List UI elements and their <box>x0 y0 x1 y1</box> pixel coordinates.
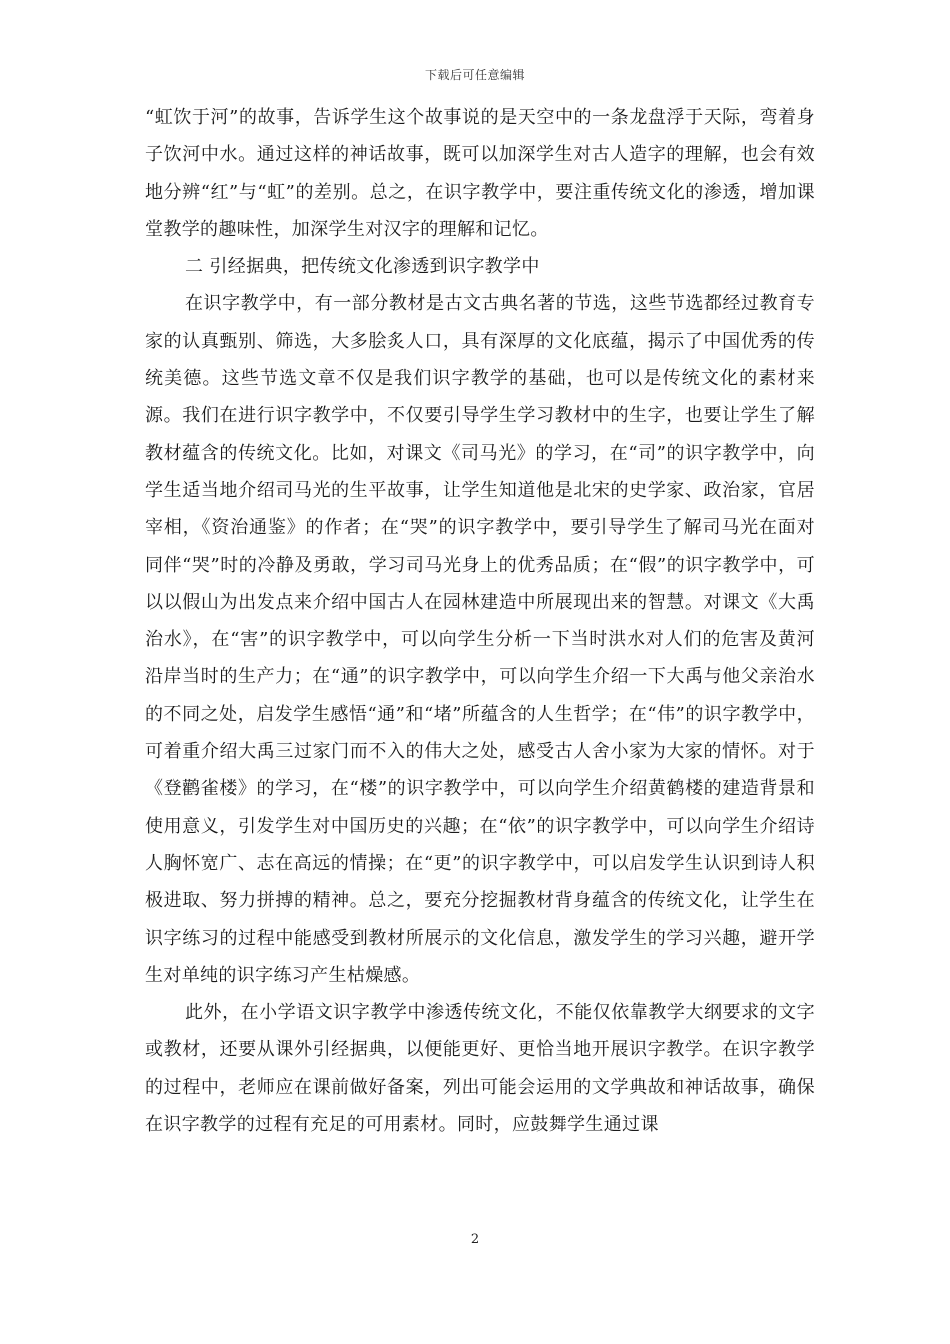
document-body <box>145 99 815 1143</box>
paragraph-extracurricular-sources: 此外，在小学语文识字教学中渗透传统文化，不能仅依靠教学大纲要求的文字或教材，还要从课外引经据典，以便能更好、更恰当地开展识字教学。在识字教学的过程中，老师应在课前做好备案，列出可能会运用的文学典故和神话故事，确保在识字教学的过程有充足的可用素材。同时，应鼓舞学生通过课 <box>145 1002 815 1136</box>
paragraph-continued-story: “虹饮于河”的故事，告诉学生这个故事说的是天空中的一条龙盘浮于天际，弯着身子饮河中水。通过这样的神话故事，既可以加深学生对古人造字的理解，也会有效地分辨“红”与“虹”的差别。总之，在识字教学中，要注重传统文化的渗透，增加课堂教学的趣味性，加深学生对汉字的理解和记忆。 <box>145 107 815 240</box>
page-header: 下载后可任意编辑 <box>424 68 525 82</box>
paragraph-classics-in-literacy: 在识字教学中，有一部分教材是古文古典名著的节选，这些节选都经过教育专家的认真甄别、筛选，大多脍炙人口，具有深厚的文化底蕴，揭示了中国优秀的传统美德。这些节选文章不仅是我们识字教学的基础，也可以是传统文化的素材来源。我们在进行识字教学中，不仅要引导学生学习教材中的生字，也要让学生了解教材蕴含的传统文化。比如，对课文《司马光》的学习，在“司”的识字教学中，向学生适当地介绍司马光的生平故事，让学生知道他是北宋的史学家、政治家，官居宰相，《资治通鉴》的作者；在“哭”的识字教学中，要引导学生了解司马光在面对同伴“哭”时的冷静及勇敢，学习司马光身上的优秀品质；在“假”的识字教学中，可以以假山为出发点来介绍中国古人在园林建造中所展现出来的智慧。对课文《大禹治水》，在“害”的识字教学中，可以向学生分析一下当时洪水对人们的危害及黄河沿岸当时的生产力；在“通”的识字教学中，可以向学生介绍一下大禹与他父亲治水的不同之处，启发学生感悟“通”和“堵”所蕴含的人生哲学；在“伟”的识字教学中，可着重介绍大禹三过家门而不入的伟大之处，感受古人舍小家为大家的情怀。对于《登鹳雀楼》的学习，在“楼”的识字教学中，可以向学生介绍黄鹤楼的建造背景和使用意义，引发学生对中国历史的兴趣；在“依”的识字教学中，可以向学生介绍诗人胸怀宽广、志在高远的情操；在“更”的识字教学中，可以启发学生认识到诗人积极进取、努力拼搏的精神。总之，要充分挖掘教材背身蕴含的传统文化，让学生在识字练习的过程中能感受到教材所展示的文化信息，激发学生的学习兴趣，避开学生对单纯的识字练习产生枯燥感。 <box>145 293 815 986</box>
page-number: 2 <box>470 1232 480 1247</box>
section-heading-2: 二 引经据典，把传统文化渗透到识字教学中 <box>185 256 540 278</box>
